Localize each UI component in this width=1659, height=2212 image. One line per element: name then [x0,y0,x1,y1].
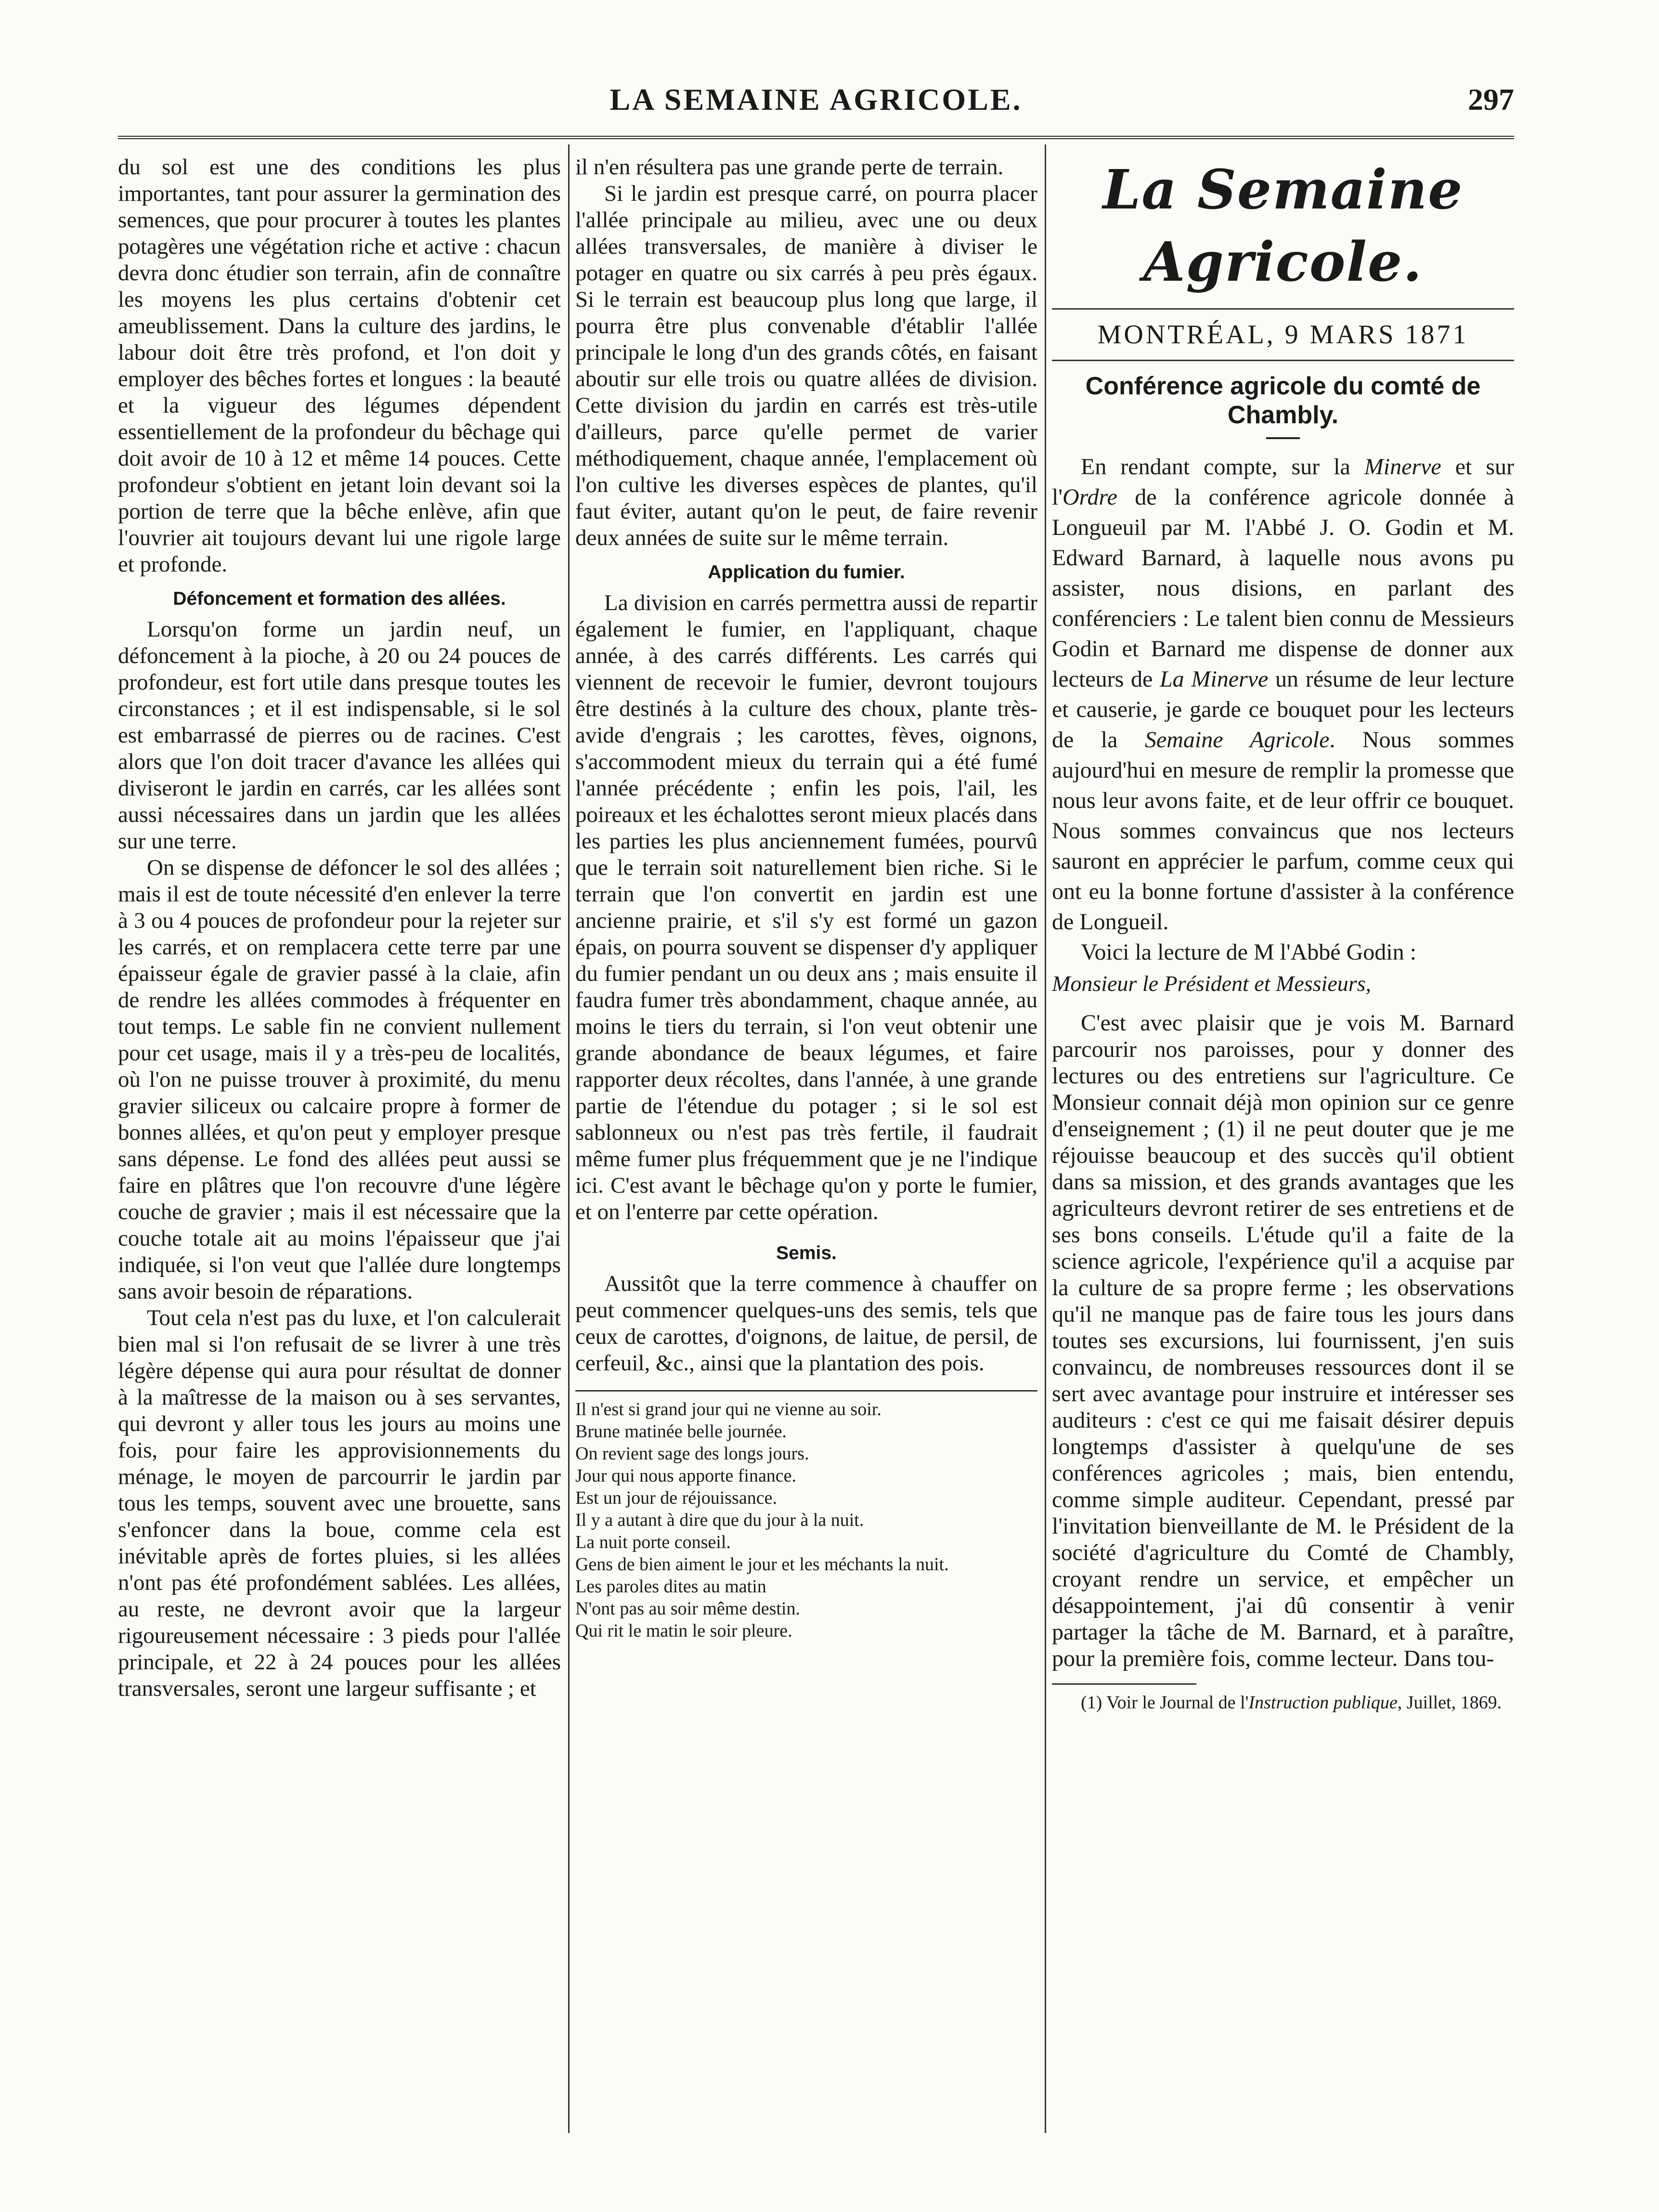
page-header [118,82,1514,135]
paragraph: Lorsqu'on forme un jardin neuf, un défoncement à la pioche, à 20 ou 24 pouces de profondeur, est fort utile dans presque toutes les circonstances ; et il est indispensable, si le sol est embarrassé de pierres ou de racines. C'est alors que l'on doit tracer d'avance les allées qui diviseront le jardin en carrés, car les allées sont aussi nécessaires dans un jardin que les allées sur une terre. [118,617,561,854]
paragraph [1052,452,1514,937]
proverb-line: Gens de bien aiment le jour et les méchants la nuit. [575,1554,949,1574]
text-run: . Nous sommes aujourd'hui en mesure de remplir la promesse que nous leur avons faite, et de leur offrir ce bouquet. Nous sommes convaincus que nos lecteurs sauront en apprécier le parfum, comme ceux qui ont eu la bonne fortune d'assister à la conférence de Longueil. [1052,727,1515,935]
paragraph: C'est avec plaisir que je vois M. Barnard parcourir nos paroisses, pour y donner des lectures ou des entretiens sur l'agriculture. Ce Monsieur connait déjà mon opinion sur ce genre d'enseignement ; (1) il ne peut douter que je me réjouisse beaucoup et des succès qu'il obtient dans sa mission, et des grands avantages que les agriculteurs devront retirer de ses entretiens et de ses bons conseils. L'étude qu'il a faite de la science agricole, l'expérience qu'il a acquise par la culture de sa propre ferme ; les observations qu'il ne manque pas de faire tous les jours dans toutes ses excursions, lui fournissent, j'en suis convaincu, de nombreuses ressources dont il se sert avec avantage pour instruire et intéresser ses auditeurs : c'est ce qui me faisait désirer depuis longtemps d'assister à quelqu'une de ses conférences agricoles ; mais, bien entendu, comme simple auditeur. Cependant, pressé par l'invitation bienveillante de M. le Président de la société d'agriculture du Comté de Chambly, croyant rendre un service, et empêcher un désappointement, j'ai dû consentir à venir partager la tâche de M. Barnard, et à paraître, pour la première fois, comme lecteur. Dans tou- [1052,1010,1514,1671]
text-run: En rendant compte, sur la [1081,454,1364,480]
text-run: La Minerve [1159,666,1269,692]
proverb-line: Les paroles dites au matin [575,1576,766,1597]
proverb-line: La nuit porte conseil. [575,1532,731,1552]
section-heading: Défoncement et formation des allées. [173,588,506,609]
paragraph: du sol est une des conditions les plus importantes, tant pour assurer la germination des semences, que pour procurer à toutes les plantes potagères une végétation riche et active : chacun devra donc étudier son terrain, afin de connaître les moyens les plus certains d'obtenir cet ameublissement. Dans la culture des jardins, le labour doit être très profond, et l'on doit y employer des bêches fortes et longues : la beauté et la vigueur des légumes dépendent essentiellement de la profondeur du bêchage qui doit avoir de 10 à 12 et même 14 pouces. Cette profondeur s'obtient en jetant loin devant soi la portion de terre que la bêche enlève, afin que l'ouvrier ait toujours devant lui une rigole large et profonde. [118,155,561,577]
paragraph: Voici la lecture de M l'Abbé Godin : [1081,939,1416,965]
text-run: Instruction publique [1248,1692,1398,1713]
column-1 [118,154,561,1702]
masthead: La Semaine Agricole. [1102,158,1464,294]
paragraph: Tout cela n'est pas du luxe, et l'on calculerait bien mal si l'on refusait de se livrer à une très légère dépense qui aura pour résultat de donner à la maîtresse de la maison ou à ses servantes, qui devront y aller tous les jours au moins une fois, pour faire les approvisionnements du ménage, le moyen de parcourrir le jardin par tous les temps, souvent avec une brouette, sans s'enfoncer dans la boue, comme cela est inévitable après de fortes pluies, si les allées n'ont pas été profondément sablées. Les allées, au reste, ne devront avoir que la largeur rigoureusement nécessaire : 3 pieds pour l'allée principale, et 22 à 24 pouces pour les allées transversales, seront une largeur suffisante ; et [118,1305,561,1701]
footnote [1052,1692,1514,1714]
running-title: LA SEMAINE AGRICOLE. [609,82,1023,117]
column-2 [575,154,1037,1642]
salutation: Monsieur le Président et Messieurs, [1052,971,1372,996]
proverb-line: Il y a autant à dire que du jour à la nuit. [575,1510,864,1530]
paragraph: Aussitôt que la terre commence à chauffer on peut commencer quelques-uns des semis, tels que ceux de carottes, d'oignons, de laitue, de persil, de cerfeuil, &c., ainsi que la plantation des pois. [575,1271,1037,1376]
proverbs-list [575,1398,1037,1642]
text-run: Minerve [1364,454,1441,480]
paragraph: On se dispense de défoncer le sol des allées ; mais il est de toute nécessité d'en enlever la terre à 3 ou 4 pouces de profondeur pour la rejeter sur les carrés, et on remplacera cette terre par une épaisseur égale de gravier passé à la claie, afin de rendre les allées commodes à fréquenter en tout temps. Le sable fin ne convient nullement pour cet usage, mais il y a très-peu de localités, où l'on ne puisse trouver à proximité, du menu gravier siliceux ou calcaire propre à former de bonnes allées, et qu'on peut y employer presque sans dépense. Le fond des allées peut aussi se faire en plâtres que l'on recouvre d'une légère couche de gravier ; mais il est nécessaire que la couche totale ait au moins l'épaisseur que j'ai indiquée, si l'on veut que l'allée dure longtemps sans avoir besoin de réparations. [118,855,561,1304]
dateline: MONTRÉAL, 9 MARS 1871 [1097,320,1469,350]
column-divider-1 [568,144,570,2133]
proverb-line: Jour qui nous apporte finance. [575,1466,797,1486]
page-number: 297 [1468,82,1514,117]
paragraph: Si le jardin est presque carré, on pourra placer l'allée principale au milieu, avec une ou deux allées transversales, de manière à diviser le potager en quatre ou six carrés à peu près égaux. Si le terrain est beaucoup plus long que large, il pourra être plus convenable d'établir l'allée principale le long d'un des grands côtés, en faisant aboutir sur elle trois ou quatre allées de division. Cette division du jardin en carrés est très-utile d'ailleurs, parce qu'elle permet de varier méthodiquement, chaque année, l'emplacement où l'on cultive les diverses espèces de plantes, qu'il faut éviter, autant qu'on le peut, de faire revenir deux années de suite sur le même terrain. [575,181,1037,550]
dateline-rule [1052,360,1514,361]
text-run: Semaine Agricole [1144,727,1330,753]
text-run: et sur l' [1052,454,1514,510]
proverb-line: Est un jour de réjouissance. [575,1488,777,1508]
section-heading: Application du fumier. [708,562,905,583]
article-title: Conférence agricole du comté de Chambly. [1085,372,1481,429]
text-run: un résume de leur lecture et causerie, je garde ce bouquet pour les lecteurs de la [1052,666,1514,753]
proverbs-rule [575,1390,1037,1392]
paragraph: La division en carrés permettra aussi de repartir également le fumier, en l'appliquant, chaque année, à des carrés différents. Les carrés qui viennent de recevoir le fumier, devront toujours être destinés à la culture des choux, plante très-avide d'engrais ; les carottes, fèves, oignons, s'accommodent mieux du terrain qui a été fumé l'année précédente ; enfin les pois, l'ail, les poireaux et les échalottes seront mieux placés dans les parties les plus anciennement fumées, pourvû que le terrain soit naturellement bien riche. Si le terrain que l'on convertit en jardin est une ancienne prairie, et s'il s'y est formé un gazon épais, on pourra souvent se dispenser d'y appliquer du fumier pendant un ou deux ans ; mais ensuite il faudra fumer très abondamment, chaque année, au moins le tiers du terrain, si l'on veut obtenir une grande abondance de beaux légumes, et faire rapporter deux récoltes, dans l'année, à une grande partie de l'étendue du potager ; si le sol est sablonneux ou n'est pas très fertile, il faudrait même fumer plus fréquemment que je ne l'indique ici. C'est avant le bêchage qu'on y porte le fumier, et on l'enterre par cette opération. [575,590,1037,1224]
section-heading: Semis. [776,1243,837,1263]
proverb-line: Il n'est si grand jour qui ne vienne au soir. [575,1399,881,1419]
proverb-line: N'ont pas au soir même destin. [575,1599,800,1619]
column-3 [1052,154,1514,1714]
masthead-rule [1052,308,1514,310]
text-run: Ordre [1062,484,1117,510]
proverb-line: Qui rit le matin le soir pleure. [575,1621,792,1641]
footnote-rule [1052,1683,1196,1685]
proverb-line: On revient sage des longs jours. [575,1444,809,1464]
column-divider-2 [1045,144,1046,2133]
proverb-line: Brune matinée belle journée. [575,1421,787,1442]
header-rule [118,136,1514,142]
text-run: , Juillet, 1869. [1397,1692,1502,1713]
title-dash [1266,437,1300,439]
text-run: de la conférence agricole donnée à Longueuil par M. l'Abbé J. O. Godin et M. Edward Barnard, à laquelle nous avons pu assister, nous disions, en parlant des conférenciers : Le talent bien connu de Messieurs Godin et Barnard me dispense de donner aux lecteurs de [1052,484,1514,692]
text-run: (1) Voir le Journal de l' [1081,1692,1249,1713]
paragraph: il n'en résultera pas une grande perte de terrain. [575,155,1004,180]
